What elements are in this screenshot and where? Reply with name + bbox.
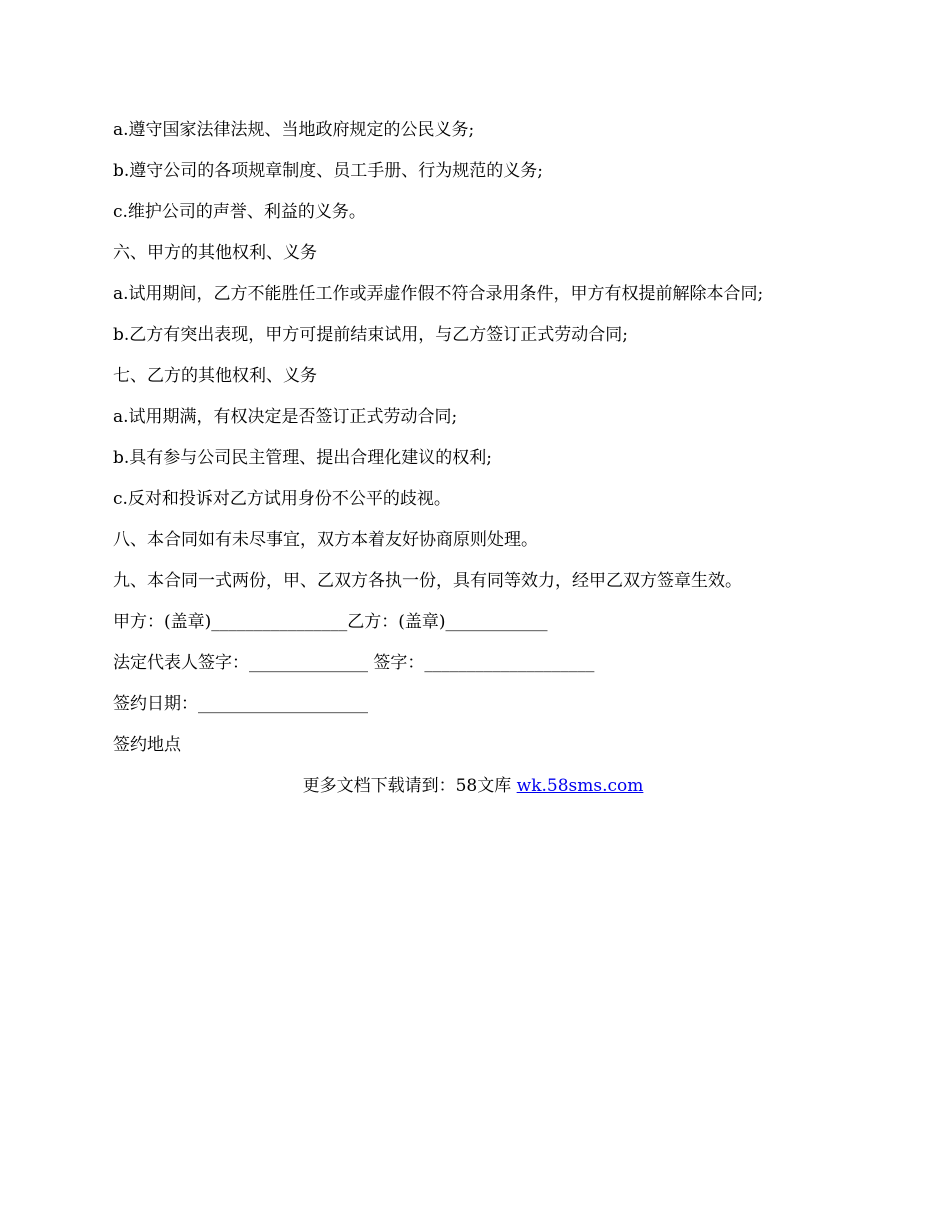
section-heading-party-b-rights: 七、乙方的其他权利、义务 bbox=[113, 366, 317, 386]
clause-b-participate-management: b.具有参与公司民主管理、提出合理化建议的权利; bbox=[113, 448, 493, 468]
clause-b-company-rules: b.遵守公司的各项规章制度、员工手册、行为规范的义务; bbox=[113, 161, 544, 181]
signing-date-line: 签约日期：____________________ bbox=[113, 694, 368, 714]
download-footer bbox=[113, 766, 833, 807]
section-nine-copies: 九、本合同一式两份，甲、乙双方各执一份，具有同等效力，经甲乙双方签章生效。 bbox=[113, 571, 742, 591]
footer-text: 更多文档下载请到：58文库 bbox=[302, 776, 517, 796]
clause-a-decide-contract: a.试用期满，有权决定是否签订正式劳动合同; bbox=[113, 407, 458, 427]
clause-b-early-end-trial: b.乙方有突出表现，甲方可提前结束试用，与乙方签订正式劳动合同; bbox=[113, 325, 629, 345]
clause-a-obey-law: a.遵守国家法律法规、当地政府规定的公民义务; bbox=[113, 120, 475, 140]
signing-location-line: 签约地点 bbox=[113, 735, 181, 755]
clause-c-company-reputation: c.维护公司的声誉、利益的义务。 bbox=[113, 202, 366, 222]
clause-c-oppose-discrimination: c.反对和投诉对乙方试用身份不公平的歧视。 bbox=[113, 489, 451, 509]
footer-link[interactable]: wk.58sms.com bbox=[516, 776, 644, 796]
section-eight-unresolved-matters: 八、本合同如有未尽事宜，双方本着友好协商原则处理。 bbox=[113, 530, 538, 550]
signature-representative-line: 法定代表人签字：______________ 签字：____________________ bbox=[113, 653, 595, 673]
document-body bbox=[113, 110, 843, 807]
section-heading-party-a-rights: 六、甲方的其他权利、义务 bbox=[113, 243, 317, 263]
clause-a-terminate-contract: a.试用期间，乙方不能胜任工作或弄虚作假不符合录用条件，甲方有权提前解除本合同; bbox=[113, 284, 764, 304]
signature-seal-line: 甲方：(盖章)________________乙方：(盖章)____________ bbox=[113, 612, 548, 632]
